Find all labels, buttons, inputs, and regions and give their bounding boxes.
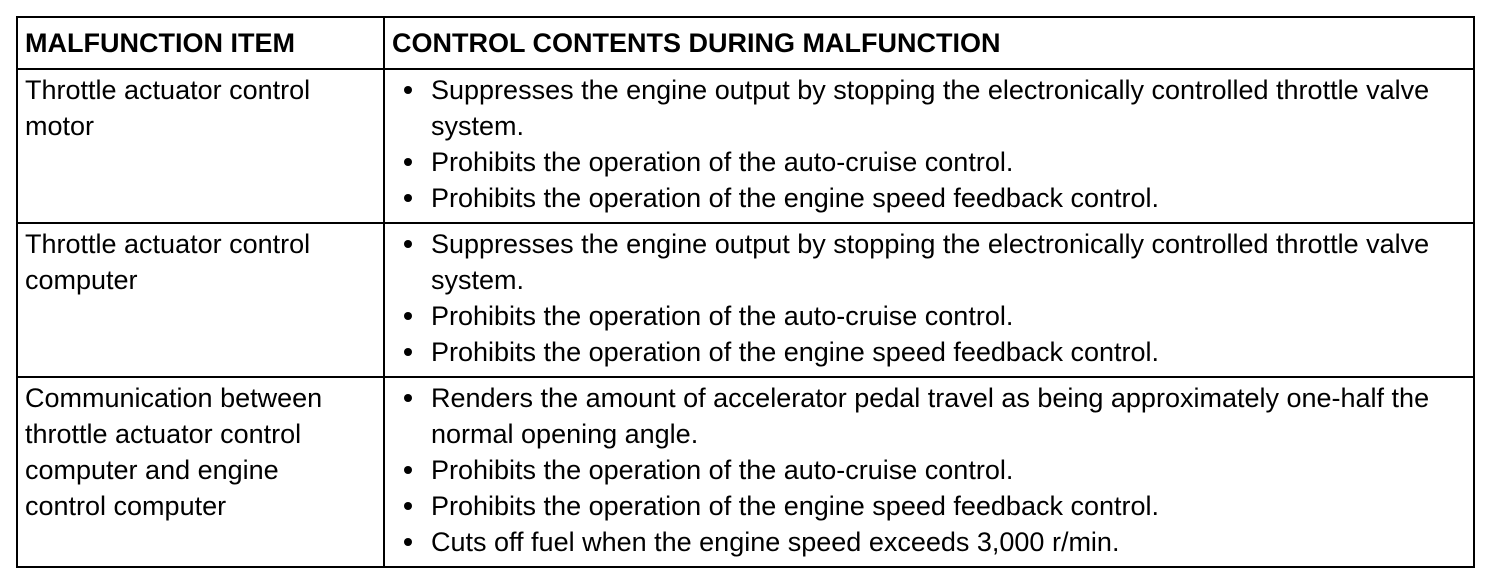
bullet-icon <box>404 86 412 94</box>
list-item <box>392 226 1467 298</box>
table-row <box>17 223 1474 377</box>
control-text: Prohibits the operation of the auto-cruise control. <box>431 147 1014 177</box>
bullet-icon <box>404 466 412 474</box>
bullet-icon <box>404 538 412 546</box>
list-item <box>392 72 1467 144</box>
control-list <box>392 380 1467 560</box>
list-item <box>392 298 1467 334</box>
malfunction-item-cell <box>17 377 384 567</box>
list-item <box>392 334 1467 370</box>
control-contents-cell <box>384 223 1474 377</box>
malfunction-item-cell <box>17 223 384 377</box>
control-text: Renders the amount of accelerator pedal travel as being approximately one-half the normal opening angle. <box>431 383 1430 449</box>
list-item <box>392 380 1467 452</box>
malfunction-item-cell <box>17 69 384 223</box>
malfunction-item-text: Throttle actuator control motor <box>25 75 311 141</box>
malfunction-table <box>16 16 1475 568</box>
bullet-icon <box>404 240 412 248</box>
list-item <box>392 144 1467 180</box>
bullet-icon <box>404 312 412 320</box>
bullet-icon <box>404 394 412 402</box>
table-row <box>17 69 1474 223</box>
header-malfunction-item: MALFUNCTION ITEM <box>17 17 384 69</box>
control-text: Prohibits the operation of the auto-cruise control. <box>431 455 1014 485</box>
list-item <box>392 452 1467 488</box>
control-text: Prohibits the operation of the auto-cruise control. <box>431 301 1014 331</box>
header-control-contents: CONTROL CONTENTS DURING MALFUNCTION <box>384 17 1474 69</box>
control-list <box>392 226 1467 370</box>
bullet-icon <box>404 502 412 510</box>
control-text: Suppresses the engine output by stopping the electronically controlled throttle valve system. <box>431 75 1430 141</box>
control-list <box>392 72 1467 216</box>
list-item <box>392 524 1467 560</box>
control-text: Cuts off fuel when the engine speed exceeds 3,000 r/min. <box>431 527 1120 557</box>
list-item <box>392 488 1467 524</box>
control-text: Prohibits the operation of the engine speed feedback control. <box>431 337 1159 367</box>
malfunction-item-text: Communication between throttle actuator control computer and engine control computer <box>25 383 323 521</box>
control-contents-cell <box>384 69 1474 223</box>
control-text: Prohibits the operation of the engine speed feedback control. <box>431 183 1159 213</box>
list-item <box>392 180 1467 216</box>
table-header-row <box>17 17 1474 69</box>
bullet-icon <box>404 348 412 356</box>
malfunction-item-text: Throttle actuator control computer <box>25 229 311 295</box>
bullet-icon <box>404 158 412 166</box>
table-row <box>17 377 1474 567</box>
control-text: Prohibits the operation of the engine speed feedback control. <box>431 491 1159 521</box>
control-contents-cell <box>384 377 1474 567</box>
bullet-icon <box>404 194 412 202</box>
control-text: Suppresses the engine output by stopping the electronically controlled throttle valve system. <box>431 229 1430 295</box>
